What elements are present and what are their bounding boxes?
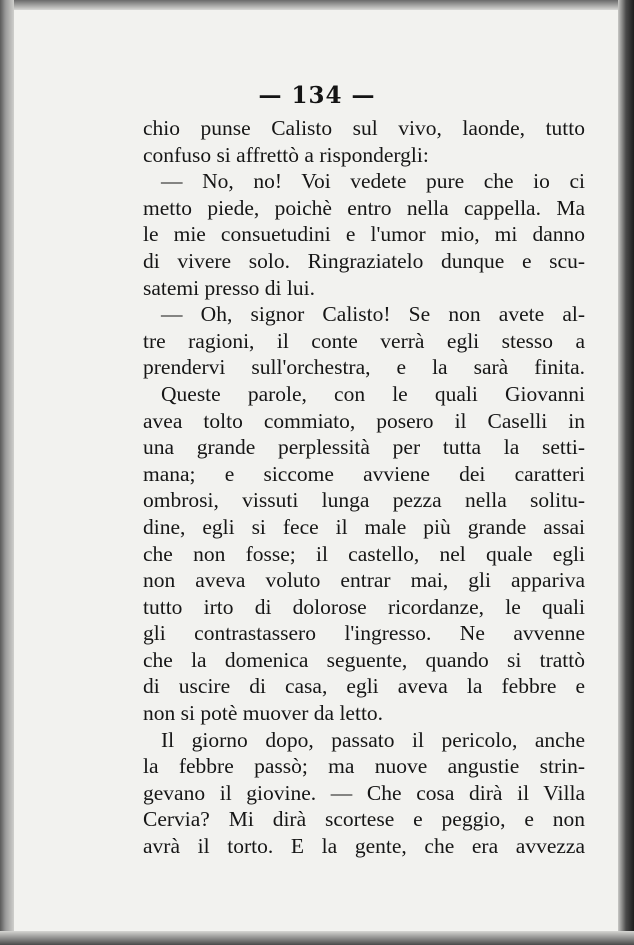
text-line: la febbre passò; ma nuove angustie strin- [143,754,585,779]
text-line: — No, no! Voi vedete pure che io ci [161,169,585,194]
text-line: avea tolto commiato, posero il Caselli in [143,408,585,433]
page-number: — 134 — [258,82,376,109]
text-line: — Oh, signor Calisto! Se non avete al- [161,302,585,327]
page-edge-bottom [0,931,634,945]
page-edge-top [0,0,634,10]
text-line: gli contrastassero l'ingresso. Ne avvenne [143,621,585,646]
page-edge-right [618,0,634,945]
text-line: gevano il giovine. — Che cosa dirà il Villa [143,780,585,805]
text-line: non aveva voluto entrar mai, gli appariva [143,568,585,593]
text-line: dine, egli si fece il male più grande assai [143,514,585,539]
page-edge-left [0,0,14,945]
text-line: una grande perplessità per tutta la setti- [143,435,585,460]
text-line: tre ragioni, il conte verrà egli stesso a [143,328,585,353]
body-text [143,115,585,860]
text-line: che la domenica seguente, quando si trattò [143,647,585,672]
text-line: di vivere solo. Ringraziatelo dunque e scu- [143,248,585,273]
text-line: ombrosi, vissuti lunga pezza nella solitu- [143,488,585,513]
text-line: Queste parole, con le quali Giovanni [161,381,585,406]
text-line: metto piede, poichè entro nella cappella. Ma [143,195,585,220]
text-line: mana; e siccome avviene dei caratteri [143,461,585,486]
text-line: satemi presso di lui. [143,275,315,300]
text-line: le mie consuetudini e l'umor mio, mi danno [143,222,585,247]
text-line: di uscire di casa, egli aveva la febbre e [143,674,585,699]
text-line: prendervi sull'orchestra, e la sarà finita. [143,355,585,380]
text-line: chio punse Calisto sul vivo, laonde, tutto [143,116,585,140]
text-line: avrà il torto. E la gente, che era avvezza [143,834,585,859]
text-line: tutto irto di dolorose ricordanze, le quali [143,594,585,619]
text-line: Cervia? Mi dirà scortese e peggio, e non [143,807,585,832]
text-line: che non fosse; il castello, nel quale egli [143,541,585,566]
text-line: non si potè muover da letto. [143,701,384,726]
text-line: confuso si affrettò a rispondergli: [143,142,429,167]
text-line: Il giorno dopo, passato il pericolo, anche [161,727,585,752]
